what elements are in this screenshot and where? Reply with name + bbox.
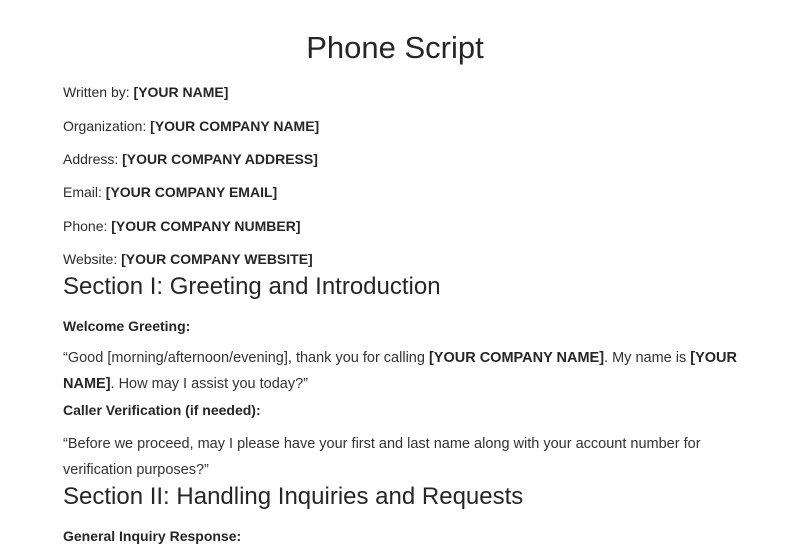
welcome-your-name: [YOUR NAME]: [63, 350, 737, 392]
meta-email-value: [YOUR COMPANY EMAIL]: [105, 184, 278, 200]
meta-address-label: Address:: [63, 151, 123, 167]
caller-verification-label: Caller Verification (if needed):: [63, 402, 261, 418]
meta-written-by-value: [YOUR NAME]: [133, 84, 229, 100]
meta-organization-value: [YOUR COMPANY NAME]: [150, 118, 320, 134]
meta-phone: [63, 216, 301, 236]
section-1-heading: Section I: Greeting and Introduction: [63, 273, 441, 300]
welcome-text-part-1: “Good [morning/afternoon/evening], thank you for calling: [63, 350, 429, 366]
meta-website-label: Website:: [63, 251, 122, 267]
caller-verification-text: “Before we proceed, may I please have your first and last name along with your account number for verification purposes?”: [63, 436, 701, 478]
meta-email: [63, 182, 277, 202]
meta-address-value: [YOUR COMPANY ADDRESS]: [122, 151, 318, 167]
meta-website: [63, 249, 313, 269]
welcome-company-name: [YOUR COMPANY NAME]: [428, 350, 605, 366]
meta-written-by: [63, 82, 228, 102]
meta-organization: [63, 116, 319, 136]
meta-address: [63, 149, 318, 169]
section-2-heading: Section II: Handling Inquiries and Requests: [63, 483, 524, 510]
meta-written-by-label: Written by:: [63, 84, 134, 100]
meta-organization-label: Organization:: [63, 118, 151, 134]
general-inquiry-label: General Inquiry Response:: [63, 528, 242, 544]
welcome-text-part-2: . My name is: [604, 350, 691, 366]
welcome-greeting-label: Welcome Greeting:: [63, 318, 191, 334]
meta-website-value: [YOUR COMPANY WEBSITE]: [121, 251, 313, 267]
welcome-text-part-3: . How may I assist you today?”: [110, 376, 308, 392]
meta-phone-value: [YOUR COMPANY NUMBER]: [111, 218, 301, 234]
meta-email-label: Email:: [63, 184, 106, 200]
document-title: Phone Script: [306, 30, 484, 65]
welcome-greeting-text: [63, 345, 743, 397]
meta-phone-label: Phone:: [63, 218, 112, 234]
